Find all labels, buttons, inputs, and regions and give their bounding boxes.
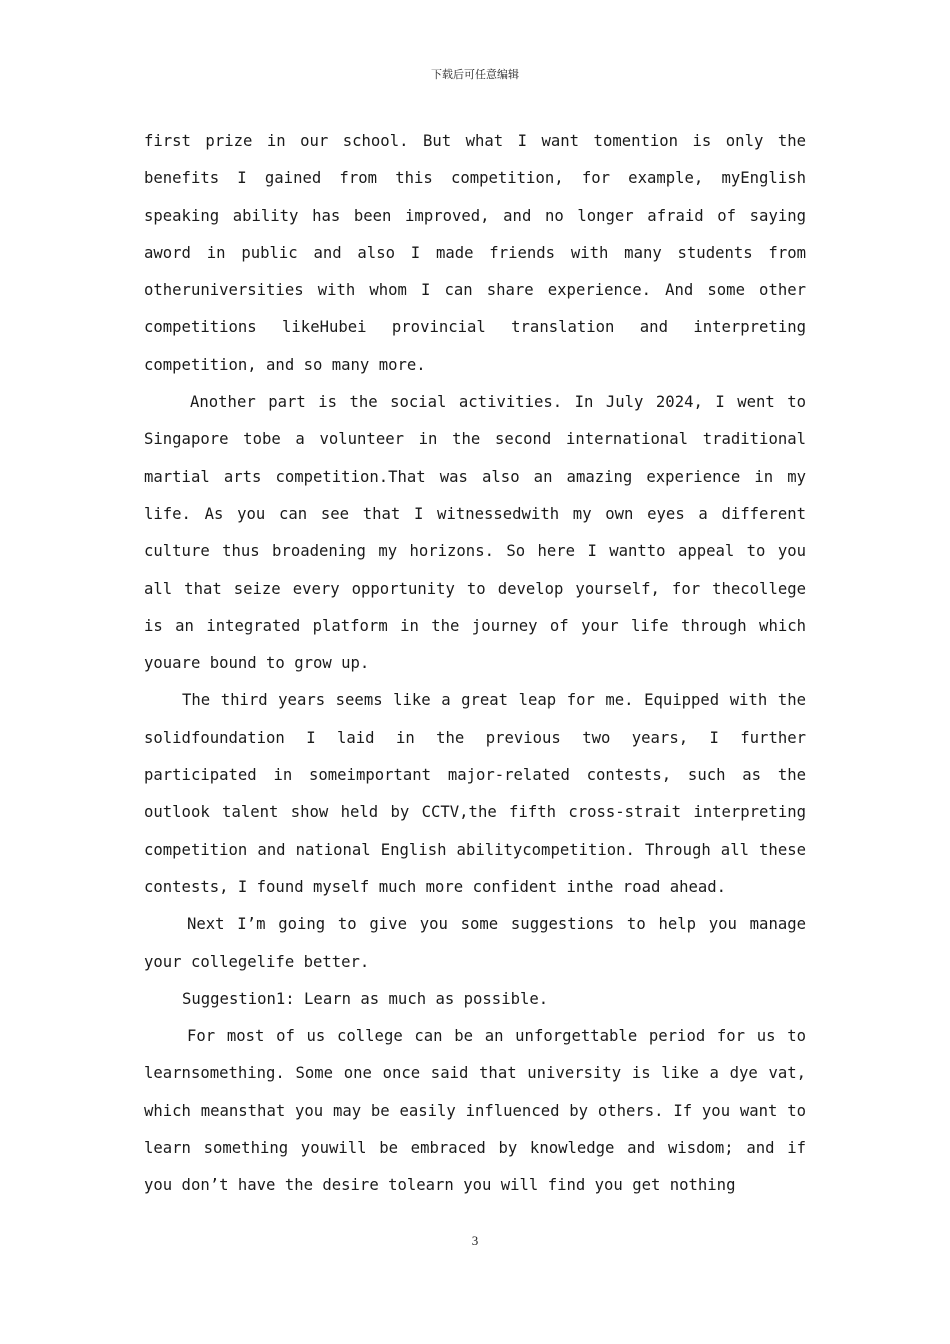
header-note: 下载后可任意编辑 (431, 68, 519, 81)
page-number: 3 (471, 1233, 479, 1248)
paragraph-learning: For most of us college can be an unforgettable period for us to learnsomething. Some one once said that university is like a dye vat, which meansthat you may be easily influenced by others. If you want to learn something youwill be embraced by knowledge and wisdom; and if you don’t have the desire tolearn you will find you get nothing (144, 1027, 806, 1195)
paragraph-suggestion-1: Suggestion1: Learn as much as possible. (182, 989, 549, 1008)
document-body (144, 123, 806, 1205)
paragraph-social-activities: Another part is the social activities. In July 2024, I went to Singapore tobe a volunteer in the second international traditional martial arts competition.That was also an amazing experience in my life. As you can see that I witnessedwith my own eyes a different culture thus broadening my horizons. So here I wantto appeal to you all that seize every opportunity to develop yourself, for thecollege is an integrated platform in the journey of your life through which youare bound to grow up. (144, 393, 806, 673)
paragraph-competitions: first prize in our school. But what I want tomention is only the benefits I gained from this competition, for example, myEnglish speaking ability has been improved, and no longer afraid of saying aword in public and also I made friends with many students from otheruniversities with whom I can share experience. And some other competitions likeHubei provincial translation and interpreting competition, and so many more. (144, 132, 806, 374)
paragraph-suggestions-intro: Next I’m going to give you some suggestions to help you manage your collegelife better. (144, 915, 806, 971)
paragraph-third-year: The third years seems like a great leap for me. Equipped with the solidfoundation I laid in the previous two years, I further participated in someimportant major-related contests, such as the outlook talent show held by CCTV,the fifth cross-strait interpreting competition and national English abilitycompetition. Through all these contests, I found myself much more confident inthe road ahead. (144, 691, 806, 896)
